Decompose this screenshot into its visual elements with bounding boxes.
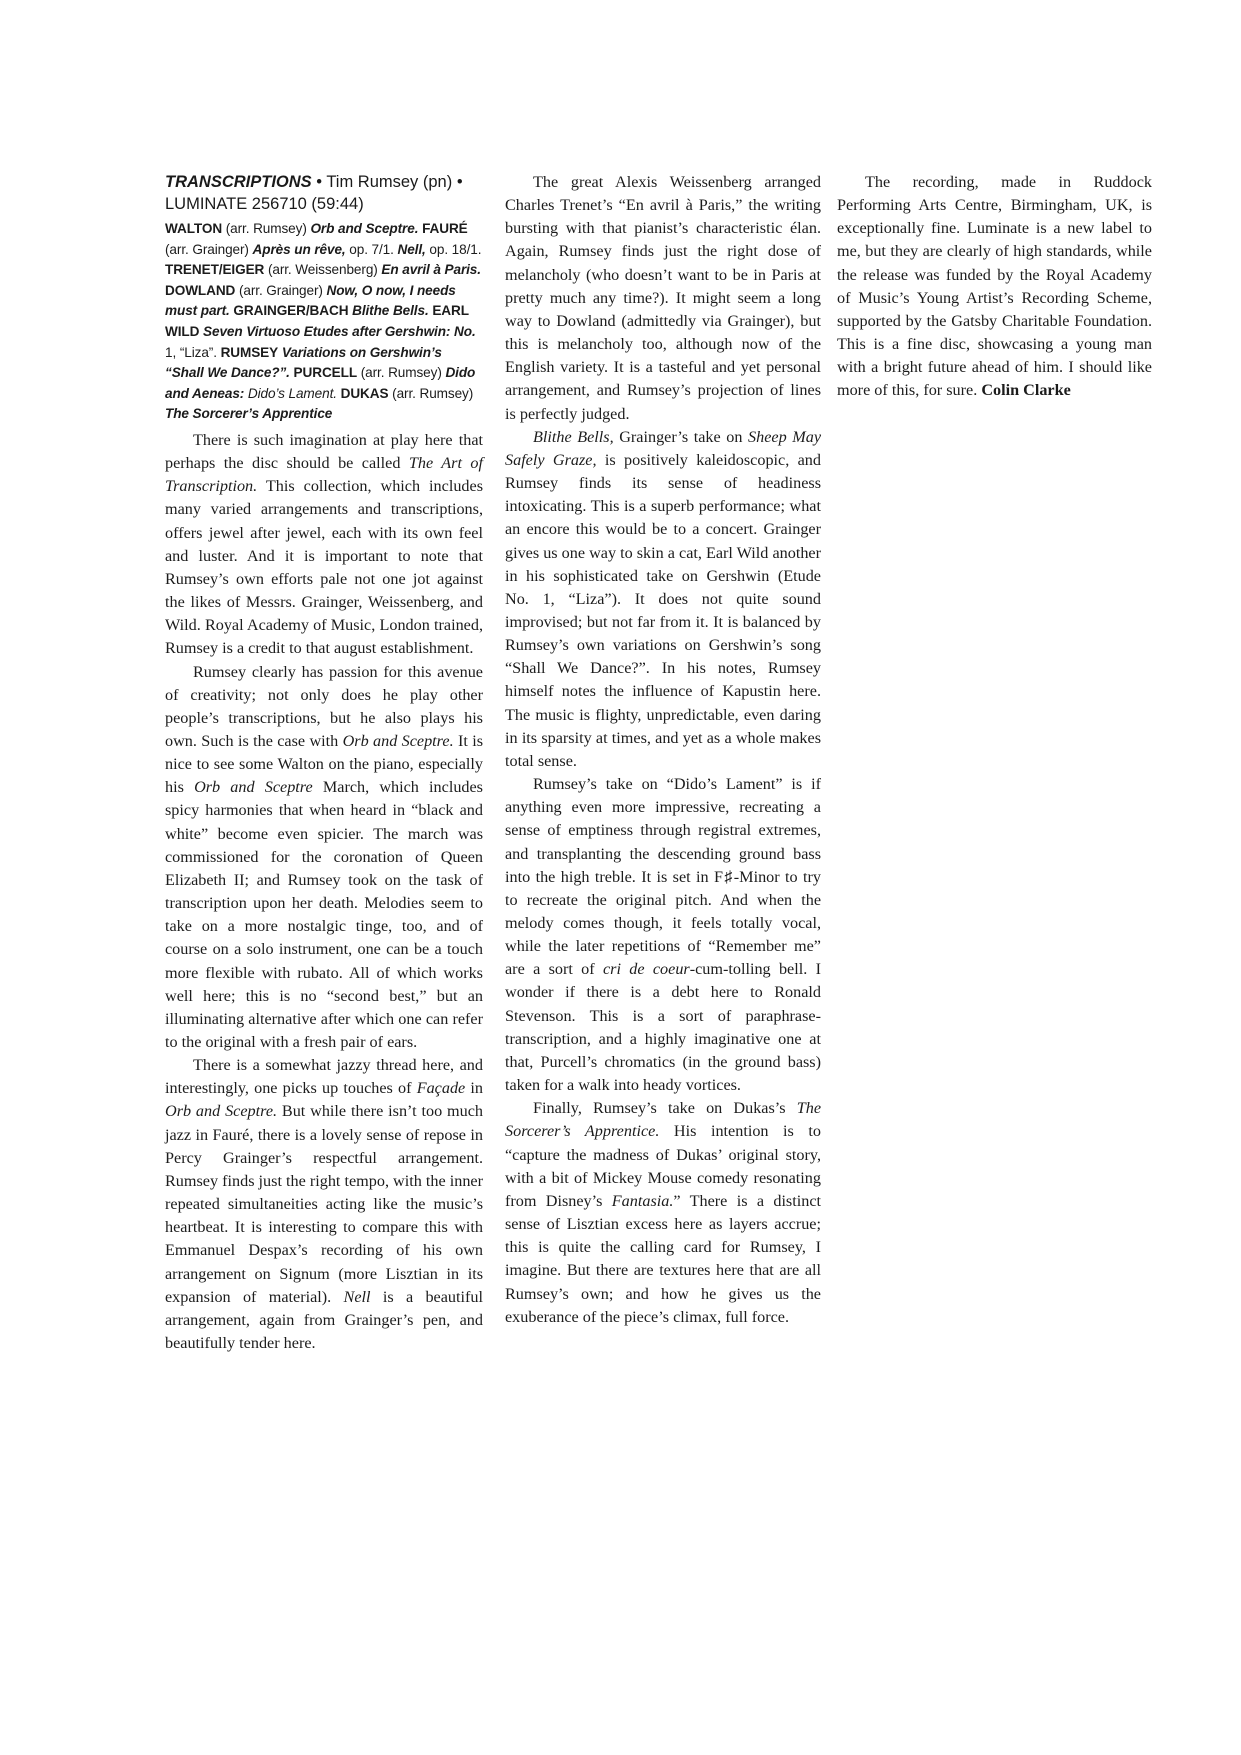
work-detail: op. 7/1.	[345, 241, 398, 257]
text-run: -cum-tolling bell. I wonder if there is a debt here to Ronald Stevenson. This is a sort of paraphrase-transcription, and a highly imaginative one at that, Purcell’s chromatics (in the ground bass) taken for a walk into heady vortices.	[505, 960, 821, 1095]
label-catalog: LUMINATE 256710 (59:44)	[165, 195, 364, 213]
text-run: There is such imagination at play here that perhaps the disc should be called	[165, 430, 483, 473]
work-title: Blithe Bells.	[352, 303, 429, 319]
text-run: There is a somewhat jazzy thread here, and interestingly, one picks up touches of	[165, 1056, 483, 1098]
italic-title: Nell	[343, 1287, 371, 1306]
arranger: (arr. Rumsey)	[222, 221, 311, 236]
disc-title: TRANSCRIPTIONS	[165, 173, 312, 191]
text-run: is a beautiful arrangement, again from Grainger’s pen, and beautifully tender here.	[165, 1287, 483, 1353]
italic-title: Orb and Sceptre.	[165, 1102, 278, 1121]
composer: EARL WILD	[165, 303, 469, 339]
composer: FAURÉ	[422, 221, 468, 236]
work-title: Variations on Gershwin’s “Shall We Dance?”.	[165, 344, 442, 381]
arranger: (arr. Rumsey)	[357, 365, 446, 381]
text-run: ” There is a distinct sense of Lisztian excess here as layers accrue; this is quite the calling card for Rumsey, I imagine. But there are textures here that are all Rumsey’s own; and how he gives us the exuberance of the piece’s climax, full force.	[505, 1191, 822, 1326]
italic-title: Orb and Sceptre	[194, 778, 313, 797]
paragraph	[505, 426, 821, 773]
italic-title: Orb and Sceptre.	[342, 731, 454, 750]
work-title: Orb and Sceptre.	[310, 221, 419, 236]
composer: PURCELL	[293, 365, 358, 381]
italic-title: Sheep May Safely Graze,	[505, 427, 821, 469]
work-title: Après un rêve,	[252, 241, 346, 257]
italic-title: The Art of Transcription.	[165, 454, 483, 496]
paragraph	[505, 1097, 821, 1329]
column-1	[165, 171, 483, 1355]
work-title: Seven Virtuoso Etudes after Gershwin: No.	[203, 323, 476, 339]
arranger: (arr. Rumsey)	[388, 385, 474, 401]
review-header	[165, 171, 483, 215]
text-run: March, which includes spicy harmonies that when heard in “black and white” become even spicier. The march was commissioned for the coronation of Queen Elizabeth II; and Rumsey took on the task of transcription upon her death. Melodies seem to take on a more nostalgic tinge, too, and of course on a solo instrument, one can be a touch more flexible with rubato. All of which works well here; this is no “second best,” but an illuminating alternative after which one can refer to the original with a fresh pair of ears.	[165, 778, 483, 1051]
paragraph	[165, 1054, 483, 1355]
text-run: is positively kaleidoscopic, and Rumsey finds its sense of headiness intoxicating. This is a superb performance; what an encore this would be to a concert. Grainger gives us one way to skin a cat, Earl Wild another in his sophisticated take on Gershwin (Etude No. 1, “Liza”). It does not quite sound improvised; but not far from it. It is balanced by Rumsey’s own variations on Gershwin’s song “Shall We Dance?”. In his notes, Rumsey himself notes the influence of Kapustin here. The music is flighty, unpredictable, even daring in its sparsity at times, and yet as a whole makes total sense.	[505, 450, 821, 770]
work-title: Dido and Aeneas:	[165, 365, 476, 401]
program-listing	[165, 219, 483, 425]
text-run: It is nice to see some Walton on the piano, especially his	[165, 731, 483, 797]
reviewer-byline: Colin Clarke	[981, 381, 1071, 400]
text-run: The great Alexis Weissenberg arranged Charles Trenet’s “En avril à Paris,” the writing bursting with that pianist’s characteristic élan. Again, Rumsey finds just the right dose of melancholy (who doesn’t want to be in Paris at pretty much any time?). It might seem a long way to Dowland (admittedly via Grainger), but this is melancholy too, although now of the English variety. It is a tasteful and yet personal arrangement, and Rumsey’s projection of lines is perfectly judged.	[505, 173, 821, 423]
performer: Tim Rumsey (pn)	[326, 173, 453, 191]
text-run: Rumsey’s take on “Dido’s Lament” is if anything even more impressive, recreating a sense of emptiness through registral extremes, and transplanting the descending ground bass into the high treble. It is set in F♯-Minor to try to recreate the original pitch. And when the melody comes though, it feels totally vocal, while the later repetitions of “Remember me” are a sort of	[505, 775, 821, 979]
italic-title: cri de coeur	[602, 960, 690, 979]
text-run: The recording, made in Ruddock Performing Arts Centre, Birmingham, UK, is exceptionally fine. Luminate is a new label to me, but they are clearly of high standards, while the release was funded by the Royal Academy of Music’s Young Artist’s Recording Scheme, supported by the Gatsby Charitable Foundation. This is a fine disc, showcasing a young man with a bright future ahead of him. I should like more of this, for sure.	[837, 173, 1152, 400]
paragraph	[165, 661, 483, 1055]
italic-title: Façade	[416, 1079, 466, 1098]
text-run: Grainger’s take on	[613, 427, 749, 446]
paragraph	[837, 171, 1152, 403]
paragraph	[505, 171, 821, 426]
composer: DUKAS	[340, 385, 389, 401]
text-run: But while there isn’t too much jazz in Fauré, there is a lovely sense of repose in Percy Grainger’s respectful arrangement. Rumsey finds just the right tempo, with the inner repeated simultaneities acting like the music’s heartbeat. It is interesting to compare this with Emmanuel Despax’s recording of his own arrangement on Signum (more Lisztian in its expansion of material).	[165, 1102, 483, 1306]
italic-title: Fantasia.	[611, 1191, 674, 1210]
composer: WALTON	[165, 221, 223, 236]
work-detail: 1, “Liza”.	[165, 344, 221, 360]
paragraph	[505, 773, 821, 1097]
composer: TRENET/EIGER	[165, 262, 265, 278]
arranger: (arr. Weissenberg)	[264, 262, 382, 278]
text-run: This collection, which includes many varied arrangements and transcriptions, offers jewel after jewel, each with its own feel and luster. And it is important to note that Rumsey’s own efforts pale not one jot against the likes of Messrs. Grainger, Weissenberg, and Wild. Royal Academy of Music, London trained, Rumsey is a credit to that august establishment.	[165, 477, 483, 658]
italic-title: The Sorcerer’s Apprentice.	[505, 1099, 821, 1141]
text-run: Finally, Rumsey’s take on Dukas’s	[533, 1099, 797, 1118]
paragraph	[165, 429, 483, 661]
work-title: Now, O now, I needs must part.	[165, 282, 456, 319]
composer: GRAINGER/BACH	[233, 303, 349, 319]
arranger: (arr. Grainger)	[165, 241, 253, 257]
composer: DOWLAND	[165, 282, 236, 298]
work-detail: op. 18/1.	[425, 241, 482, 257]
separator: •	[452, 173, 463, 191]
text-run: in	[465, 1079, 484, 1098]
arranger: (arr. Grainger)	[235, 282, 327, 298]
work-title: The Sorcerer’s Apprentice	[165, 406, 333, 422]
column-2	[505, 171, 821, 1329]
work-title: Nell,	[397, 241, 426, 257]
separator: •	[311, 173, 327, 191]
italic-title: Blithe Bells,	[533, 427, 614, 446]
work-detail: Dido’s Lament.	[244, 385, 341, 401]
column-3	[837, 171, 1152, 403]
work-title: En avril à Paris.	[381, 262, 481, 278]
composer: RUMSEY	[220, 344, 279, 360]
text-run: His intention is to “capture the madness of Dukas’ original story, with a bit of Mickey Mouse comedy resonating from Disney’s	[505, 1122, 821, 1210]
text-run: Rumsey clearly has passion for this avenue of creativity; not only does he play other people’s transcriptions, but he also plays his own. Such is the case with	[165, 662, 483, 750]
